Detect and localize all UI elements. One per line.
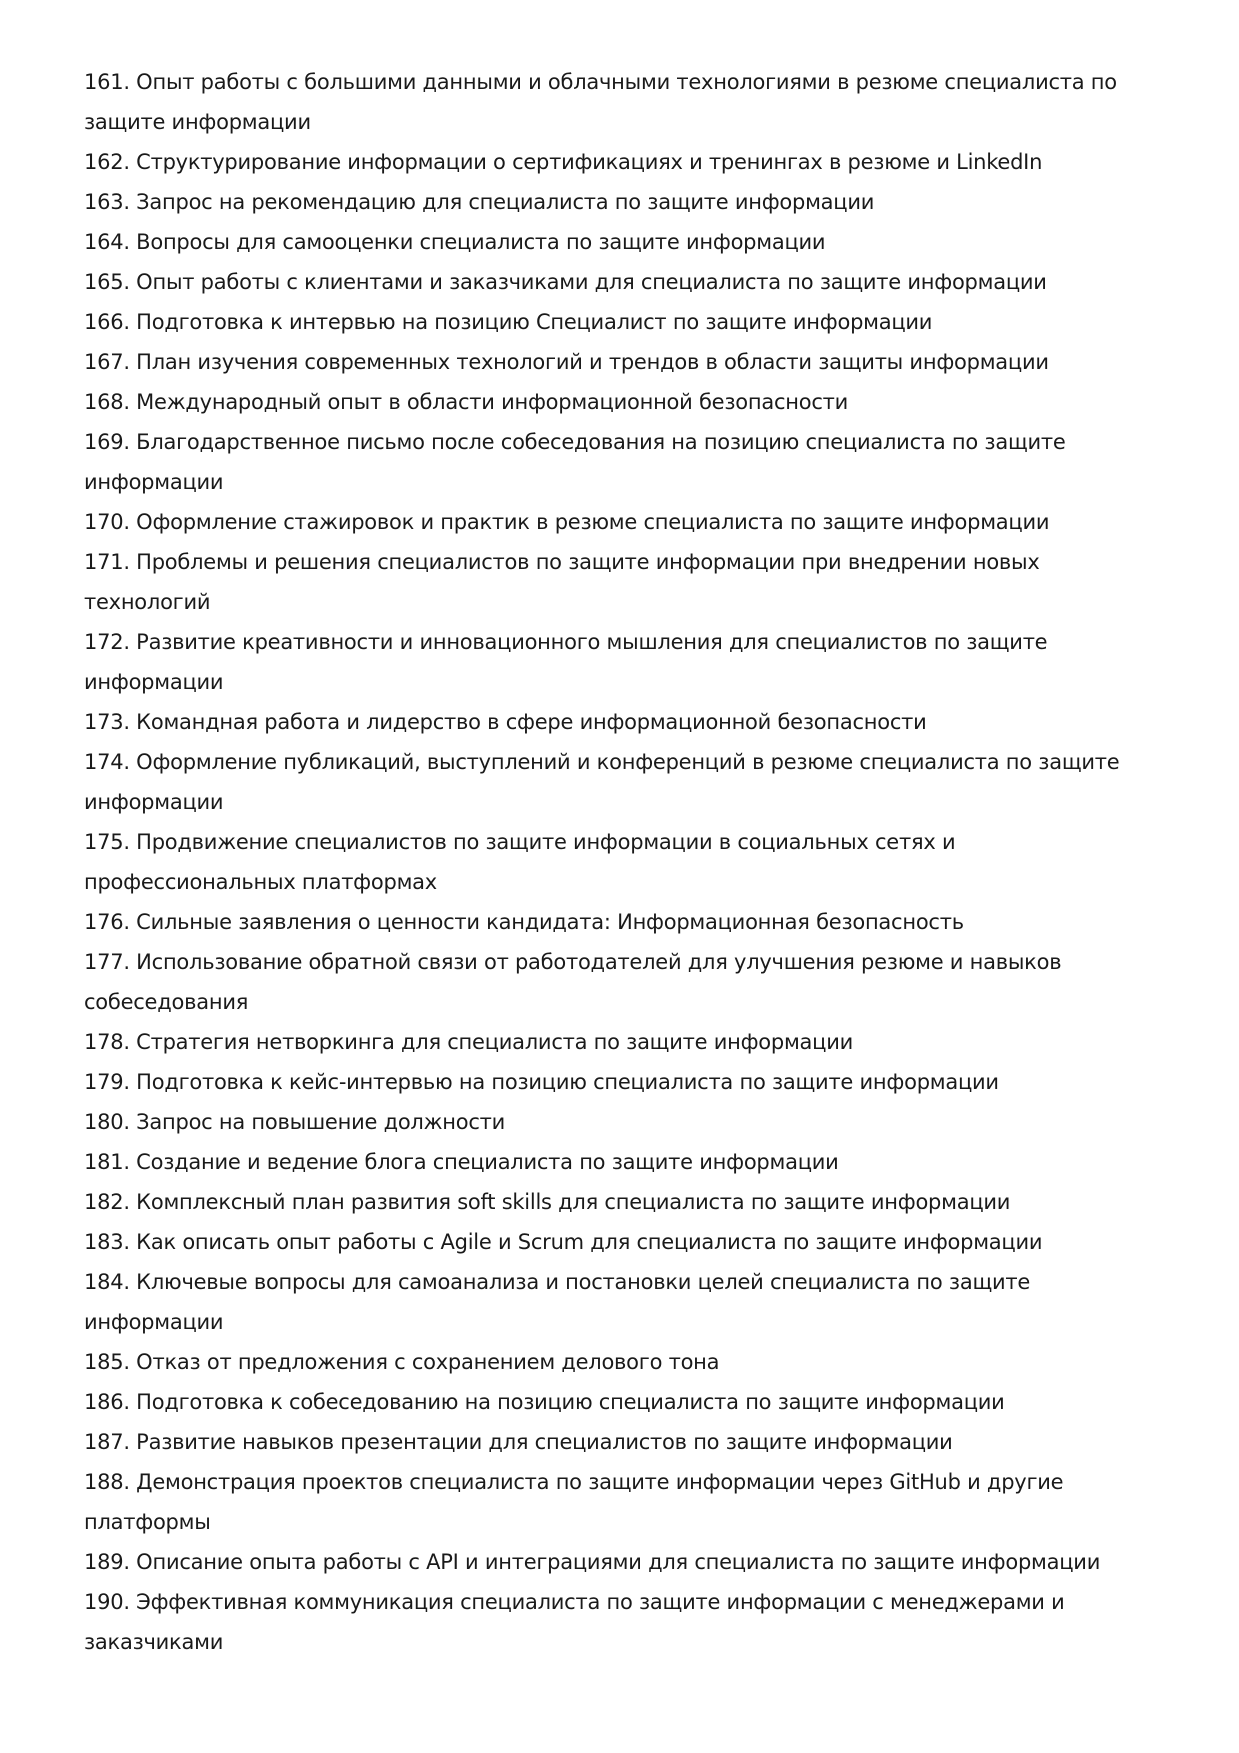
list-item: 177. Использование обратной связи от работодателей для улучшения резюме и навыков собеседования: [84, 950, 1062, 1014]
list-item: 170. Оформление стажировок и практик в резюме специалиста по защите информации: [84, 510, 1050, 534]
list-item: 162. Структурирование информации о сертификациях и тренингах в резюме и LinkedIn: [84, 150, 1043, 174]
list-item: 180. Запрос на повышение должности: [84, 1110, 506, 1134]
list-item: 163. Запрос на рекомендацию для специалиста по защите информации: [84, 190, 875, 214]
list-item: 168. Международный опыт в области информационной безопасности: [84, 390, 849, 414]
list-item: 189. Описание опыта работы с API и интеграциями для специалиста по защите информации: [84, 1550, 1101, 1574]
list-item: 164. Вопросы для самооценки специалиста по защите информации: [84, 230, 826, 254]
list-item: 179. Подготовка к кейс-интервью на позицию специалиста по защите информации: [84, 1070, 999, 1094]
list-item: 185. Отказ от предложения с сохранением делового тона: [84, 1350, 720, 1374]
list-item: 171. Проблемы и решения специалистов по защите информации при внедрении новых технологий: [84, 550, 1040, 614]
list-item: 173. Командная работа и лидерство в сфере информационной безопасности: [84, 710, 927, 734]
list-item: 188. Демонстрация проектов специалиста по защите информации через GitHub и другие платформы: [84, 1470, 1064, 1534]
list-item: 172. Развитие креативности и инновационного мышления для специалистов по защите информации: [84, 630, 1048, 694]
list-item: 184. Ключевые вопросы для самоанализа и постановки целей специалиста по защите информации: [84, 1270, 1031, 1334]
list-item: 183. Как описать опыт работы с Agile и Scrum для специалиста по защите информации: [84, 1230, 1043, 1254]
list-item: 165. Опыт работы с клиентами и заказчиками для специалиста по защите информации: [84, 270, 1047, 294]
list-item: 175. Продвижение специалистов по защите информации в социальных сетях и профессиональных платформах: [84, 830, 956, 894]
topic-list: [84, 62, 1164, 1662]
list-item: 178. Стратегия нетворкинга для специалиста по защите информации: [84, 1030, 854, 1054]
list-item: 174. Оформление публикаций, выступлений и конференций в резюме специалиста по защите информации: [84, 750, 1120, 814]
list-item: 181. Создание и ведение блога специалиста по защите информации: [84, 1150, 839, 1174]
list-item: 167. План изучения современных технологий и трендов в области защиты информации: [84, 350, 1049, 374]
list-item: 190. Эффективная коммуникация специалиста по защите информации с менеджерами и заказчиками: [84, 1590, 1065, 1654]
list-item: 166. Подготовка к интервью на позицию Специалист по защите информации: [84, 310, 933, 334]
list-item: 187. Развитие навыков презентации для специалистов по защите информации: [84, 1430, 953, 1454]
list-item: 182. Комплексный план развития soft skills для специалиста по защите информации: [84, 1190, 1011, 1214]
list-item: 161. Опыт работы с большими данными и облачными технологиями в резюме специалиста по защите информации: [84, 70, 1117, 134]
list-item: 176. Сильные заявления о ценности кандидата: Информационная безопасность: [84, 910, 964, 934]
list-item: 169. Благодарственное письмо после собеседования на позицию специалиста по защите информации: [84, 430, 1066, 494]
list-item: 186. Подготовка к собеседованию на позицию специалиста по защите информации: [84, 1390, 1005, 1414]
